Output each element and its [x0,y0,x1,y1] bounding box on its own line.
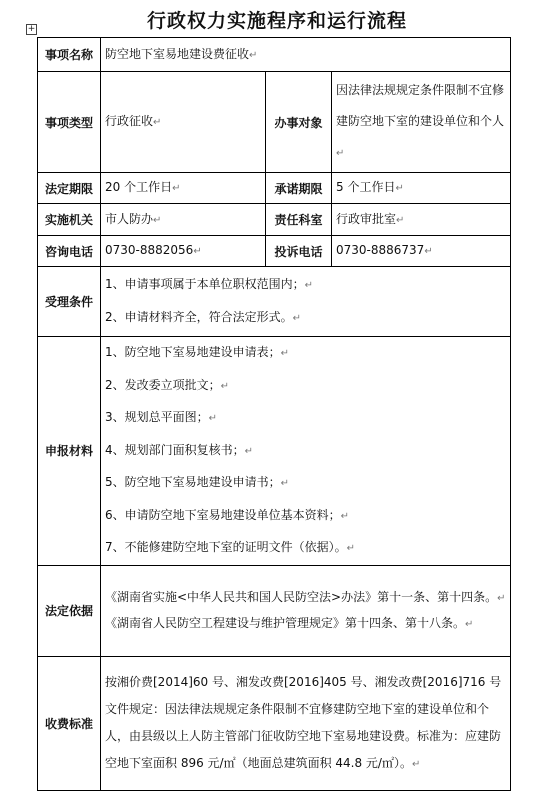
item-name-value: 防空地下室易地建设费征收↵ [101,38,511,72]
material-item: 2、发改委立项批文；↵ [105,377,230,392]
legal-basis-value [101,565,511,656]
legal-basis-item: 《湖南省实施<中华人民共和国人民防空法>办法》第十一条、第十四条。↵ [105,589,506,604]
conditions-label: 受理条件 [38,267,101,337]
legal-basis-label: 法定依据 [38,565,101,656]
material-item: 5、防空地下室易地建设申请书；↵ [105,475,290,489]
item-type-value: 行政征收↵ [101,72,266,173]
complaint-phone-value: 0730-8886737↵ [332,236,511,267]
page-title: 行政权力实施程序和运行流程 [146,10,407,32]
condition-item: 2、申请材料齐全，符合法定形式。↵ [105,309,302,324]
item-name-label: 事项名称 [38,38,101,72]
material-item: 6、申请防空地下室易地建设单位基本资料；↵ [105,507,350,522]
target-value: 因法律法规规定条件限制不宜修建防空地下室的建设单位和个人↵ [332,72,511,173]
process-table [37,37,511,791]
row-time-limits [38,173,511,204]
phone-label: 咨询电话 [38,236,101,267]
materials-value [101,337,511,566]
row-item-name [38,38,511,72]
legal-limit-value: 20 个工作日↵ [101,173,266,204]
materials-label: 申报材料 [38,337,101,566]
legal-limit-label: 法定期限 [38,173,101,204]
row-phones [38,236,511,267]
legal-basis-item: 《湖南省人民防空工程建设与维护管理规定》第十四条、第十八条。↵ [105,615,474,630]
target-label: 办事对象 [266,72,332,173]
row-materials [38,337,511,566]
fee-standard-value: 按湘价费[2014]60 号、湘发改费[2016]405 号、湘发改费[2016]716 号文件规定：因法律法规规定条件限制不宜修建防空地下室的建设单位和个人，由县级以上人防主管部门征收防空地下室易地建设费。标准为：应建防空地下室面积 896 元/㎡（地面总建筑面积 44.8 元/㎡）。↵ [101,656,511,790]
phone-value: 0730-8882056↵ [101,236,266,267]
item-type-label: 事项类型 [38,72,101,173]
responsible-office-label: 责任科室 [266,204,332,236]
condition-item: 1、申请事项属于本单位职权范围内；↵ [105,277,314,291]
row-legal-basis [38,565,511,656]
material-item: 4、规划部门面积复核书；↵ [105,442,254,457]
row-agency [38,204,511,236]
material-item: 7、不能修建防空地下室的证明文件（依据）。↵ [105,540,356,554]
conditions-value [101,267,511,337]
promised-limit-label: 承诺期限 [266,173,332,204]
material-item: 1、防空地下室易地建设申请表；↵ [105,345,290,359]
row-conditions [38,267,511,337]
fee-standard-label: 收费标准 [38,656,101,790]
material-item: 3、规划总平面图；↵ [105,410,218,424]
responsible-office-value: 行政审批室↵ [332,204,511,236]
row-fee-standard [38,656,511,790]
agency-label: 实施机关 [38,204,101,236]
complaint-phone-label: 投诉电话 [266,236,332,267]
agency-value: 市人防办↵ [101,204,266,236]
table-move-handle-icon[interactable]: + [27,24,36,34]
row-item-type [38,72,511,173]
promised-limit-value: 5 个工作日↵ [332,173,511,204]
